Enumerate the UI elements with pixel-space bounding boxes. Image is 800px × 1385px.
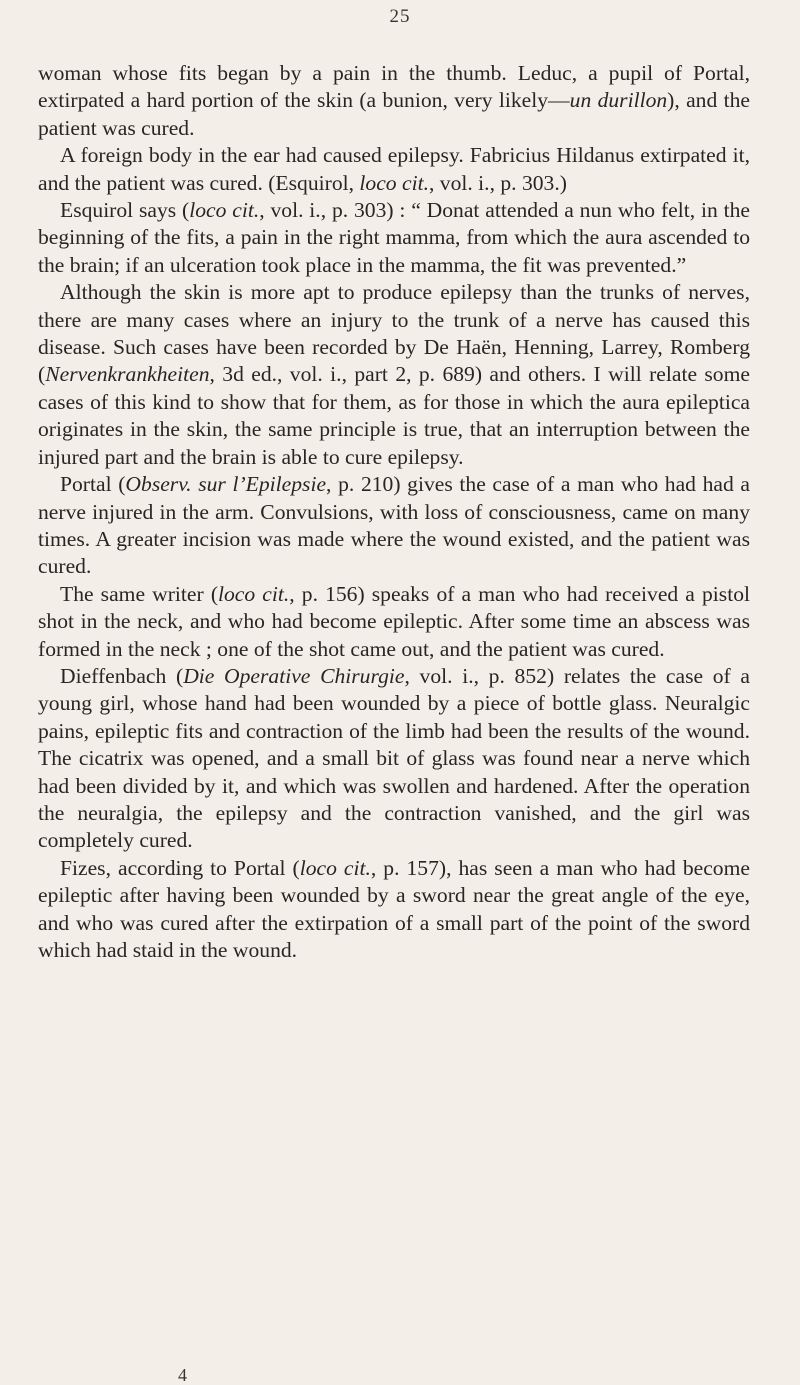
italic-text: Observ. sur l’Epilepsie	[125, 472, 327, 497]
body-text	[38, 60, 750, 964]
signature-mark: 4	[178, 1365, 187, 1385]
italic-text: loco cit.	[189, 198, 260, 223]
text-run: , p. 156) speaks of a man who had received a pistol shot in the neck, and who had become epileptic. After some time an abscess was formed in the neck ; one of the shot came out, and the patient was cured.	[38, 581, 750, 661]
italic-text: loco cit.	[359, 170, 429, 195]
text-run: , vol. i., p. 303.)	[428, 170, 567, 195]
text-run: Fizes, according to Portal (	[60, 855, 300, 880]
text-run: , vol. i., p. 303) : “ Donat attended a nun who felt, in the beginning of the fits, a pain in the right mamma, from which the aura ascended to the brain; if an ulceration took place in the mamma, the fit was prevented.”	[38, 198, 750, 277]
text-run: Although the skin is more apt to produce epilepsy than the trunks of nerves, there are many cases where an injury to the trunk of a nerve has caused this disease. Such cases have been recorded by De Haën, Henning, Larrey, Romberg (	[38, 280, 750, 387]
italic-text: un durillon	[569, 88, 668, 113]
text-run: woman whose fits began by a pain in the thumb. Leduc, a pupil of Portal, extirpated a hard portion of the skin (a bunion, very likely—	[38, 61, 750, 113]
text-run: Esquirol says (	[60, 198, 190, 223]
text-run: , p. 157), has seen a man who had become epileptic after having been wounded by a sword near the great angle of the eye, and who was cured after the extirpation of a small part of the point of the sword which had staid in the wound.	[38, 855, 750, 962]
italic-text: Die Operative Chirurgie	[183, 663, 405, 688]
paragraph	[38, 279, 750, 471]
text-run: Portal (	[60, 472, 126, 497]
paragraph	[38, 197, 750, 279]
italic-text: Nervenkrankheiten	[45, 362, 210, 387]
text-run: Dieffenbach (	[60, 663, 184, 688]
paragraph	[38, 581, 750, 663]
text-run: , 3d ed., vol. i., part 2, p. 689) and others. I will relate some cases of this kind to show that for them, as for those in which the aura epileptica originates in the skin, the same principle is true, that an interruption between the injured part and the brain is able to cure epilepsy.	[38, 362, 750, 469]
paragraph	[38, 471, 750, 581]
paragraph	[38, 855, 750, 965]
italic-text: loco cit.	[218, 581, 290, 606]
italic-text: loco cit.	[299, 855, 371, 880]
text-run: A foreign body in the ear had caused epilepsy. Fabricius Hildanus extirpated it, and the patient was cured. (Esquirol,	[38, 143, 750, 195]
text-run: The same writer (	[60, 581, 219, 606]
page-number: 25	[389, 6, 411, 27]
paragraph	[38, 142, 750, 197]
text-run: ), and the patient was cured.	[38, 88, 750, 140]
paragraph	[38, 60, 750, 142]
text-run: , p. 210) gives the case of a man who had had a nerve injured in the arm. Convulsions, with loss of consciousness, came on many times. A greater incision was made where the wound existed, and the patient was cured.	[38, 472, 751, 579]
paragraph	[38, 663, 750, 855]
text-run: , vol. i., p. 852) relates the case of a young girl, whose hand had been wounded by a piece of bottle glass. Neuralgic pains, epileptic fits and contraction of the limb had been the results of the wound. The cicatrix was opened, and a small bit of glass was found near a nerve which had been divided by it, and which was swollen and hardened. After the operation the neuralgia, the epilepsy and the contraction vanished, and the girl was completely cured.	[38, 663, 750, 853]
